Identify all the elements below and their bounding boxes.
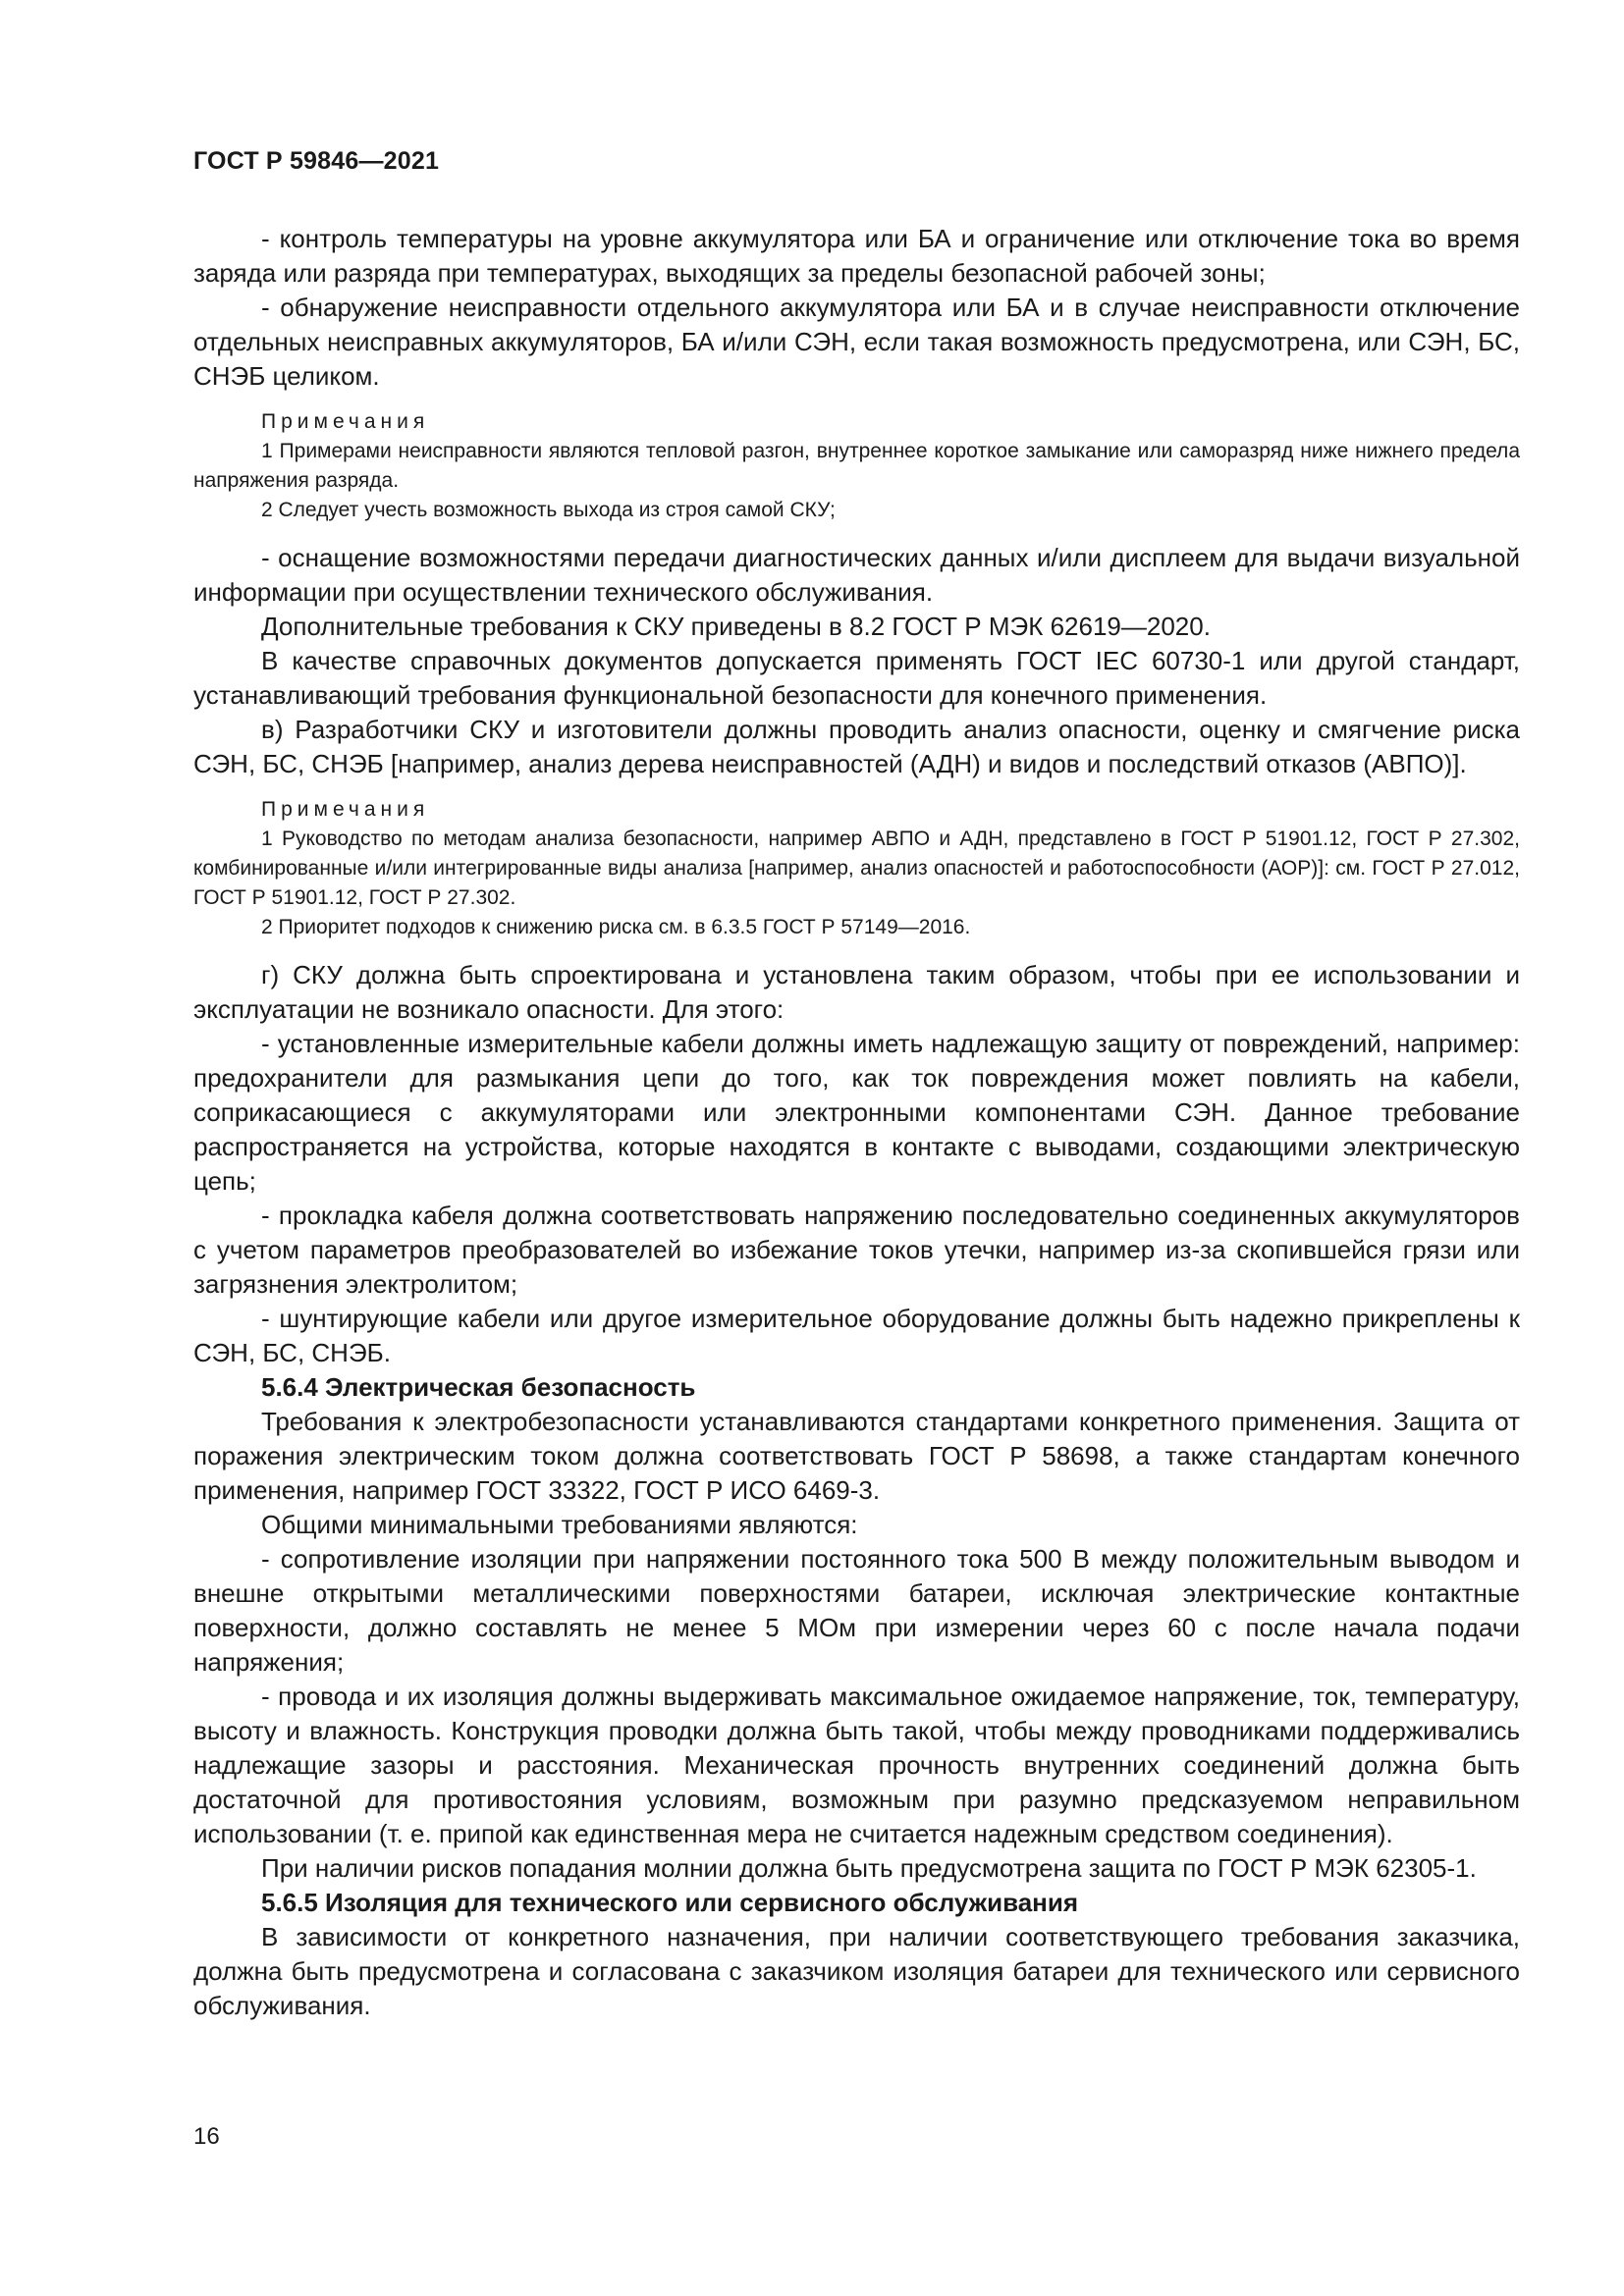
paragraph: - провода и их изоляция должны выдерживать максимальное ожидаемое напряжение, ток, температуру, высоту и влажность. Конструкция проводки должна быть такой, чтобы между проводниками поддерживались надлежащие зазоры и расстояния. Механическая прочность внутренних соединений должна быть достаточной для противостояния условиям, возможным при разумно предсказуемом неправильном использовании (т. е. припой как единственная мера не считается надежным средством соединения).: [193, 1682, 1520, 1848]
paragraph: Требования к электробезопасности устанавливаются стандартами конкретного применения. Защита от поражения электрическим током должна соответствовать ГОСТ Р 58698, а также стандартам конечного применения, например ГОСТ 33322, ГОСТ Р ИСО 6469-3.: [193, 1407, 1520, 1505]
section-heading: 5.6.5 Изоляция для технического или сервисного обслуживания: [261, 1888, 1079, 1917]
paragraph: В качестве справочных документов допускается применять ГОСТ IEC 60730-1 или другой стандарт, устанавливающий требования функциональной безопасности для конечного применения.: [193, 646, 1520, 710]
paragraph: В зависимости от конкретного назначения, при наличии соответствующего требования заказчика, должна быть предусмотрена и согласована с заказчиком изоляция батареи для технического или сервисного обслуживания.: [193, 1922, 1520, 2020]
paragraph: - обнаружение неисправности отдельного аккумулятора или БА и в случае неисправности отключение отдельных неисправных аккумуляторов, БА и/или СЭН, если такая возможность предусмотрена, или СЭН, БС, СНЭБ целиком.: [193, 293, 1520, 391]
paragraph: г) СКУ должна быть спроектирована и установлена таким образом, чтобы при ее использовании и эксплуатации не возникало опасности. Для этого:: [193, 960, 1520, 1024]
document-header: ГОСТ Р 59846—2021: [193, 147, 440, 175]
paragraph: - контроль температуры на уровне аккумулятора или БА и ограничение или отключение тока во время заряда или разряда при температурах, выходящих за пределы безопасной рабочей зоны;: [193, 224, 1520, 288]
paragraph: в) Разработчики СКУ и изготовители должны проводить анализ опасности, оценку и смягчение риска СЭН, БС, СНЭБ [например, анализ дерева неисправностей (АДН) и видов и последствий отказов (АВПО)].: [193, 715, 1520, 778]
note-item: 1 Примерами неисправности являются тепловой разгон, внутреннее короткое замыкание или саморазряд ниже нижнего предела напряжения разряда.: [193, 440, 1520, 492]
section-heading: 5.6.4 Электрическая безопасность: [261, 1372, 696, 1402]
note-item: 1 Руководство по методам анализа безопасности, например АВПО и АДН, представлено в ГОСТ Р 51901.12, ГОСТ Р 27.302, комбинированные и/или интегрированные виды анализа [например, анализ опасностей и работоспособности (АОР)]: см. ГОСТ Р 27.012, ГОСТ Р 51901.12, ГОСТ Р 27.302.: [193, 828, 1520, 909]
notes-title: Примечания: [261, 798, 430, 821]
paragraph: - сопротивление изоляции при напряжении постоянного тока 500 В между положительным выводом и внешне открытыми металлическими поверхностями батареи, исключая электрические контактные поверхности, должно составлять не менее 5 МОм при измерении через 60 с после начала подачи напряжения;: [193, 1544, 1520, 1677]
notes-title: Примечания: [261, 410, 430, 433]
page-number: 16: [193, 2123, 220, 2150]
paragraph: Общими минимальными требованиями являются:: [261, 1510, 858, 1539]
paragraph: При наличии рисков попадания молнии должна быть предусмотрена защита по ГОСТ Р МЭК 62305-1.: [261, 1853, 1477, 1883]
note-item: 2 Приоритет подходов к снижению риска см. в 6.3.5 ГОСТ Р 57149—2016.: [261, 916, 971, 938]
document-body: [193, 222, 1520, 2023]
paragraph: - установленные измерительные кабели должны иметь надлежащую защиту от повреждений, например: предохранители для размыкания цепи до того, как ток повреждения может повлиять на кабели, соприкасающиеся с аккумуляторами или электронными компонентами СЭН. Данное требование распространяется на устройства, которые находятся в контакте с выводами, создающими электрическую цепь;: [193, 1029, 1520, 1196]
note-item: 2 Следует учесть возможность выхода из строя самой СКУ;: [261, 499, 836, 521]
paragraph: Дополнительные требования к СКУ приведены в 8.2 ГОСТ Р МЭК 62619—2020.: [261, 612, 1211, 641]
paragraph: - прокладка кабеля должна соответствовать напряжению последовательно соединенных аккумуляторов с учетом параметров преобразователей во избежание токов утечки, например из-за скопившейся грязи или загрязнения электролитом;: [193, 1201, 1520, 1299]
paragraph: - оснащение возможностями передачи диагностических данных и/или дисплеем для выдачи визуальной информации при осуществлении технического обслуживания.: [193, 543, 1520, 607]
paragraph: - шунтирующие кабели или другое измерительное оборудование должны быть надежно прикреплены к СЭН, БС, СНЭБ.: [193, 1304, 1520, 1367]
